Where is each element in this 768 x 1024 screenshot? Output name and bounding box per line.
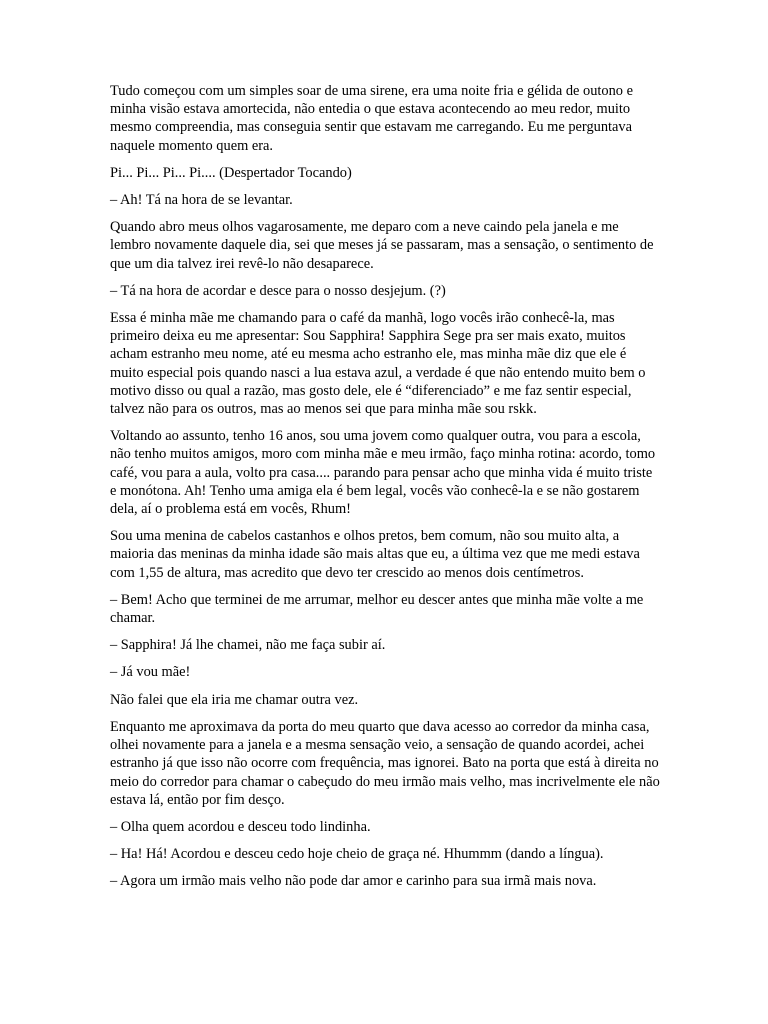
dialogue-line: – Bem! Acho que terminei de me arrumar, melhor eu descer antes que minha mãe volte a me chamar. bbox=[110, 591, 644, 627]
dialogue-line: – Ah! Tá na hora de se levantar. bbox=[110, 192, 293, 209]
paragraph-introduction: Essa é minha mãe me chamando para o café da manhã, logo vocês irão conhecê-la, mas primeiro deixa eu me apresentar: Sou Sapphira! Sapphira Sege pra ser mais exato, muitos acham estranho meu nome, até eu mesma acho estranho ele, mas minha mãe diz que ele é muito especial pois quando nasci a lua estava azul, a verdade é que não entendo muito bem o motivo disso ou qual a razão, mas gosto dele, ele é “diferenciado” e me faz sentir especial, talvez não para os outros, mas ao menos sei que para minha mãe sou rskk. bbox=[110, 310, 646, 418]
paragraph-narration: Não falei que ela iria me chamar outra vez. bbox=[110, 691, 359, 708]
document-page bbox=[110, 82, 662, 900]
dialogue-line: – Já vou mãe! bbox=[110, 664, 191, 681]
dialogue-line: – Agora um irmão mais velho não pode dar amor e carinho para sua irmã mais nova. bbox=[110, 873, 597, 890]
paragraph-hallway: Enquanto me aproximava da porta do meu quarto que dava acesso ao corredor da minha casa, olhei novamente para a janela e a mesma sensação veio, a sensação de quando acordei, achei estranho já que isso não ocorre com frequência, mas ignorei. Bato na porta que está à direita no meio do corredor para chamar o cabeçudo do meu irmão mais velho, mas incrivelmente ele não estava lá, então por fim desço. bbox=[110, 718, 660, 808]
paragraph-alarm: Pi... Pi... Pi... Pi.... (Despertador Tocando) bbox=[110, 164, 352, 181]
dialogue-line: – Sapphira! Já lhe chamei, não me faça subir aí. bbox=[110, 637, 386, 654]
dialogue-line: – Tá na hora de acordar e desce para o nosso desjejum. (?) bbox=[110, 282, 446, 299]
paragraph-waking: Quando abro meus olhos vagarosamente, me deparo com a neve caindo pela janela e me lembro novamente daquele dia, sei que meses já se passaram, mas a sensação, o sentimento de que um dia talvez irei revê-lo não desaparece. bbox=[110, 219, 654, 272]
paragraph-routine: Voltando ao assunto, tenho 16 anos, sou uma jovem como qualquer outra, vou para a escola, não tenho muitos amigos, moro com minha mãe e meu irmão, faço minha rotina: acordo, tomo café, vou para a aula, volto pra casa.... parando para pensar acho que minha vida é muito triste e monótona. Ah! Tenho uma amiga ela é bem legal, vocês vão conhecê-la e se não gostarem dela, aí o problema está em vocês, Rhum! bbox=[110, 428, 656, 518]
paragraph-description: Sou uma menina de cabelos castanhos e olhos pretos, bem comum, não sou muito alta, a maioria das meninas da minha idade são mais altas que eu, a última vez que me medi estava com 1,55 de altura, mas acredito que devo ter crescido ao menos dois centímetros. bbox=[110, 528, 640, 581]
dialogue-line: – Ha! Há! Acordou e desceu cedo hoje cheio de graça né. Hhummm (dando a língua). bbox=[110, 846, 604, 863]
paragraph-intro: Tudo começou com um simples soar de uma sirene, era uma noite fria e gélida de outono e minha visão estava amortecida, não entedia o que estava acontecendo ao meu redor, muito mesmo compreendia, mas conseguia sentir que estavam me carregando. Eu me perguntava naquele momento quem era. bbox=[110, 83, 633, 154]
dialogue-line: – Olha quem acordou e desceu todo lindinha. bbox=[110, 818, 371, 835]
